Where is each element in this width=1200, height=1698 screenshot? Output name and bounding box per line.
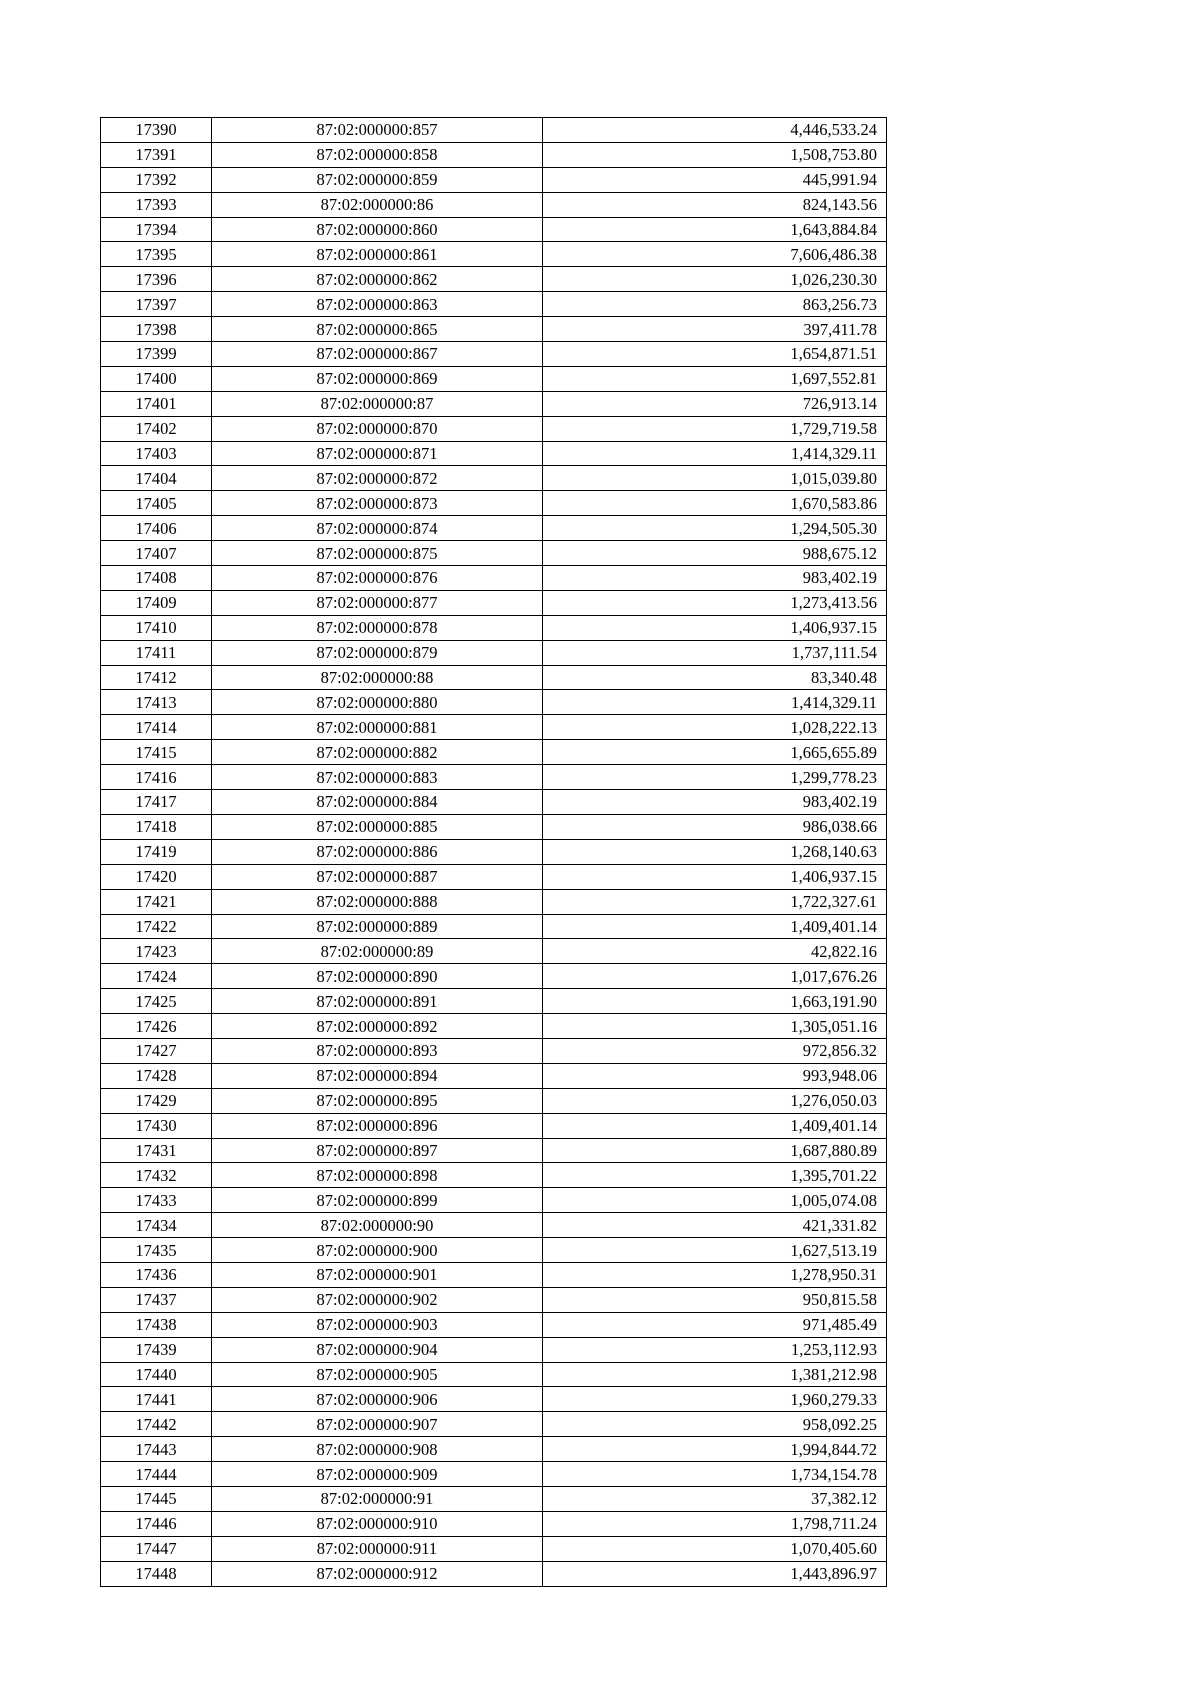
value-cell: 1,026,230.30 (543, 267, 887, 292)
row-number-cell: 17424 (101, 964, 212, 989)
value-cell: 445,991.94 (543, 167, 887, 192)
value-cell: 1,994,844.72 (543, 1437, 887, 1462)
cadastral-code-cell: 87:02:000000:887 (212, 864, 543, 889)
cadastral-code-cell: 87:02:000000:869 (212, 366, 543, 391)
value-cell: 37,382.12 (543, 1486, 887, 1511)
row-number-cell: 17406 (101, 516, 212, 541)
value-cell: 863,256.73 (543, 292, 887, 317)
value-cell: 1,414,329.11 (543, 690, 887, 715)
row-number-cell: 17395 (101, 242, 212, 267)
table-row (101, 1511, 887, 1536)
row-number-cell: 17437 (101, 1287, 212, 1312)
cadastral-code-cell: 87:02:000000:863 (212, 292, 543, 317)
table-row (101, 1138, 887, 1163)
table-row (101, 192, 887, 217)
cadastral-code-cell: 87:02:000000:862 (212, 267, 543, 292)
value-cell: 1,273,413.56 (543, 590, 887, 615)
cadastral-code-cell: 87:02:000000:884 (212, 790, 543, 815)
cadastral-code-cell: 87:02:000000:897 (212, 1138, 543, 1163)
cadastral-code-cell: 87:02:000000:885 (212, 814, 543, 839)
value-cell: 1,729,719.58 (543, 416, 887, 441)
value-cell: 1,627,513.19 (543, 1238, 887, 1263)
table-row (101, 242, 887, 267)
value-cell: 1,070,405.60 (543, 1536, 887, 1561)
value-cell: 958,092.25 (543, 1412, 887, 1437)
value-cell: 983,402.19 (543, 566, 887, 591)
value-cell: 1,722,327.61 (543, 889, 887, 914)
table-row (101, 1287, 887, 1312)
value-cell: 42,822.16 (543, 939, 887, 964)
row-number-cell: 17398 (101, 317, 212, 342)
value-cell: 1,665,655.89 (543, 740, 887, 765)
table-row (101, 1536, 887, 1561)
cadastral-code-cell: 87:02:000000:910 (212, 1511, 543, 1536)
cadastral-code-cell: 87:02:000000:91 (212, 1486, 543, 1511)
value-cell: 1,278,950.31 (543, 1262, 887, 1287)
value-cell: 1,734,154.78 (543, 1462, 887, 1487)
row-number-cell: 17392 (101, 167, 212, 192)
table-row (101, 964, 887, 989)
cadastral-code-cell: 87:02:000000:890 (212, 964, 543, 989)
cadastral-code-cell: 87:02:000000:882 (212, 740, 543, 765)
row-number-cell: 17433 (101, 1188, 212, 1213)
value-cell: 1,253,112.93 (543, 1337, 887, 1362)
value-cell: 1,798,711.24 (543, 1511, 887, 1536)
cadastral-code-cell: 87:02:000000:896 (212, 1113, 543, 1138)
row-number-cell: 17410 (101, 615, 212, 640)
row-number-cell: 17390 (101, 118, 212, 143)
row-number-cell: 17420 (101, 864, 212, 889)
table-row (101, 1437, 887, 1462)
table-row (101, 889, 887, 914)
value-cell: 1,508,753.80 (543, 142, 887, 167)
table-row (101, 1163, 887, 1188)
row-number-cell: 17394 (101, 217, 212, 242)
table-row (101, 416, 887, 441)
cadastral-code-cell: 87:02:000000:891 (212, 989, 543, 1014)
table-row (101, 989, 887, 1014)
table-row (101, 267, 887, 292)
table-row (101, 1238, 887, 1263)
table-row (101, 441, 887, 466)
value-cell: 1,028,222.13 (543, 715, 887, 740)
row-number-cell: 17405 (101, 491, 212, 516)
row-number-cell: 17419 (101, 839, 212, 864)
cadastral-code-cell: 87:02:000000:903 (212, 1312, 543, 1337)
row-number-cell: 17402 (101, 416, 212, 441)
table-row (101, 790, 887, 815)
cadastral-code-cell: 87:02:000000:89 (212, 939, 543, 964)
table-row (101, 665, 887, 690)
row-number-cell: 17399 (101, 342, 212, 367)
table-row (101, 1561, 887, 1586)
row-number-cell: 17423 (101, 939, 212, 964)
table-row (101, 566, 887, 591)
row-number-cell: 17428 (101, 1063, 212, 1088)
cadastral-code-cell: 87:02:000000:87 (212, 391, 543, 416)
row-number-cell: 17425 (101, 989, 212, 1014)
row-number-cell: 17439 (101, 1337, 212, 1362)
table-row (101, 690, 887, 715)
value-cell: 1,409,401.14 (543, 1113, 887, 1138)
row-number-cell: 17429 (101, 1088, 212, 1113)
row-number-cell: 17415 (101, 740, 212, 765)
table-row (101, 1462, 887, 1487)
row-number-cell: 17401 (101, 391, 212, 416)
cadastral-code-cell: 87:02:000000:874 (212, 516, 543, 541)
cadastral-code-cell: 87:02:000000:879 (212, 640, 543, 665)
row-number-cell: 17432 (101, 1163, 212, 1188)
table-row (101, 1038, 887, 1063)
table-row (101, 765, 887, 790)
value-cell: 988,675.12 (543, 541, 887, 566)
cadastral-code-cell: 87:02:000000:90 (212, 1213, 543, 1238)
cadastral-code-cell: 87:02:000000:907 (212, 1412, 543, 1437)
value-cell: 1,654,871.51 (543, 342, 887, 367)
cadastral-code-cell: 87:02:000000:875 (212, 541, 543, 566)
table-row (101, 1337, 887, 1362)
row-number-cell: 17391 (101, 142, 212, 167)
value-cell: 1,381,212.98 (543, 1362, 887, 1387)
row-number-cell: 17400 (101, 366, 212, 391)
cadastral-code-cell: 87:02:000000:878 (212, 615, 543, 640)
value-cell: 1,443,896.97 (543, 1561, 887, 1586)
row-number-cell: 17444 (101, 1462, 212, 1487)
row-number-cell: 17445 (101, 1486, 212, 1511)
value-cell: 1,406,937.15 (543, 864, 887, 889)
cadastral-code-cell: 87:02:000000:894 (212, 1063, 543, 1088)
row-number-cell: 17412 (101, 665, 212, 690)
cadastral-code-cell: 87:02:000000:899 (212, 1188, 543, 1213)
value-cell: 986,038.66 (543, 814, 887, 839)
value-cell: 7,606,486.38 (543, 242, 887, 267)
table-row (101, 1486, 887, 1511)
value-cell: 1,414,329.11 (543, 441, 887, 466)
row-number-cell: 17436 (101, 1262, 212, 1287)
table-row (101, 640, 887, 665)
table-row (101, 615, 887, 640)
cadastral-code-cell: 87:02:000000:892 (212, 1014, 543, 1039)
table-row (101, 1113, 887, 1138)
row-number-cell: 17411 (101, 640, 212, 665)
row-number-cell: 17440 (101, 1362, 212, 1387)
table-row (101, 317, 887, 342)
table-row (101, 590, 887, 615)
cadastral-code-cell: 87:02:000000:909 (212, 1462, 543, 1487)
value-cell: 1,697,552.81 (543, 366, 887, 391)
table-row (101, 1088, 887, 1113)
table-row (101, 1063, 887, 1088)
table-row (101, 1213, 887, 1238)
cadastral-code-cell: 87:02:000000:880 (212, 690, 543, 715)
table-row (101, 715, 887, 740)
table-row (101, 1387, 887, 1412)
row-number-cell: 17397 (101, 292, 212, 317)
cadastral-code-cell: 87:02:000000:865 (212, 317, 543, 342)
table-row (101, 814, 887, 839)
row-number-cell: 17416 (101, 765, 212, 790)
value-cell: 1,299,778.23 (543, 765, 887, 790)
cadastral-code-cell: 87:02:000000:888 (212, 889, 543, 914)
value-cell: 1,395,701.22 (543, 1163, 887, 1188)
value-cell: 726,913.14 (543, 391, 887, 416)
table-row (101, 939, 887, 964)
table-row (101, 1412, 887, 1437)
cadastral-code-cell: 87:02:000000:861 (212, 242, 543, 267)
value-cell: 1,017,676.26 (543, 964, 887, 989)
cadastral-code-cell: 87:02:000000:870 (212, 416, 543, 441)
cadastral-code-cell: 87:02:000000:901 (212, 1262, 543, 1287)
table-row (101, 1262, 887, 1287)
row-number-cell: 17393 (101, 192, 212, 217)
table-row (101, 740, 887, 765)
cadastral-code-cell: 87:02:000000:902 (212, 1287, 543, 1312)
row-number-cell: 17443 (101, 1437, 212, 1462)
table-row (101, 839, 887, 864)
value-cell: 1,276,050.03 (543, 1088, 887, 1113)
cadastral-code-cell: 87:02:000000:904 (212, 1337, 543, 1362)
row-number-cell: 17447 (101, 1536, 212, 1561)
row-number-cell: 17408 (101, 566, 212, 591)
value-cell: 1,005,074.08 (543, 1188, 887, 1213)
row-number-cell: 17442 (101, 1412, 212, 1437)
table-row (101, 1362, 887, 1387)
row-number-cell: 17417 (101, 790, 212, 815)
row-number-cell: 17426 (101, 1014, 212, 1039)
table-row (101, 864, 887, 889)
cadastral-code-cell: 87:02:000000:86 (212, 192, 543, 217)
table-row (101, 1188, 887, 1213)
cadastral-code-cell: 87:02:000000:88 (212, 665, 543, 690)
value-cell: 950,815.58 (543, 1287, 887, 1312)
table-row (101, 466, 887, 491)
table-row (101, 142, 887, 167)
value-cell: 1,687,880.89 (543, 1138, 887, 1163)
value-cell: 1,015,039.80 (543, 466, 887, 491)
cadastral-code-cell: 87:02:000000:857 (212, 118, 543, 143)
value-cell: 4,446,533.24 (543, 118, 887, 143)
cadastral-code-cell: 87:02:000000:883 (212, 765, 543, 790)
row-number-cell: 17434 (101, 1213, 212, 1238)
cadastral-code-cell: 87:02:000000:881 (212, 715, 543, 740)
table-row (101, 118, 887, 143)
data-table (100, 117, 887, 1587)
table-row (101, 292, 887, 317)
table-row (101, 914, 887, 939)
value-cell: 1,305,051.16 (543, 1014, 887, 1039)
cadastral-code-cell: 87:02:000000:911 (212, 1536, 543, 1561)
value-cell: 1,406,937.15 (543, 615, 887, 640)
row-number-cell: 17404 (101, 466, 212, 491)
value-cell: 1,643,884.84 (543, 217, 887, 242)
value-cell: 83,340.48 (543, 665, 887, 690)
cadastral-code-cell: 87:02:000000:905 (212, 1362, 543, 1387)
row-number-cell: 17431 (101, 1138, 212, 1163)
cadastral-code-cell: 87:02:000000:860 (212, 217, 543, 242)
row-number-cell: 17421 (101, 889, 212, 914)
cadastral-code-cell: 87:02:000000:898 (212, 1163, 543, 1188)
cadastral-code-cell: 87:02:000000:867 (212, 342, 543, 367)
table-body (101, 118, 887, 1587)
cadastral-code-cell: 87:02:000000:873 (212, 491, 543, 516)
row-number-cell: 17427 (101, 1038, 212, 1063)
value-cell: 1,663,191.90 (543, 989, 887, 1014)
table-row (101, 217, 887, 242)
row-number-cell: 17438 (101, 1312, 212, 1337)
row-number-cell: 17403 (101, 441, 212, 466)
value-cell: 421,331.82 (543, 1213, 887, 1238)
row-number-cell: 17414 (101, 715, 212, 740)
cadastral-code-cell: 87:02:000000:906 (212, 1387, 543, 1412)
table-row (101, 167, 887, 192)
value-cell: 1,737,111.54 (543, 640, 887, 665)
row-number-cell: 17418 (101, 814, 212, 839)
cadastral-code-cell: 87:02:000000:908 (212, 1437, 543, 1462)
table-row (101, 366, 887, 391)
cadastral-code-cell: 87:02:000000:912 (212, 1561, 543, 1586)
table-row (101, 342, 887, 367)
value-cell: 397,411.78 (543, 317, 887, 342)
row-number-cell: 17448 (101, 1561, 212, 1586)
value-cell: 1,294,505.30 (543, 516, 887, 541)
cadastral-code-cell: 87:02:000000:859 (212, 167, 543, 192)
cadastral-code-cell: 87:02:000000:889 (212, 914, 543, 939)
value-cell: 972,856.32 (543, 1038, 887, 1063)
row-number-cell: 17435 (101, 1238, 212, 1263)
cadastral-code-cell: 87:02:000000:900 (212, 1238, 543, 1263)
table-row (101, 491, 887, 516)
cadastral-code-cell: 87:02:000000:886 (212, 839, 543, 864)
table-row (101, 541, 887, 566)
value-cell: 971,485.49 (543, 1312, 887, 1337)
cadastral-code-cell: 87:02:000000:877 (212, 590, 543, 615)
cadastral-code-cell: 87:02:000000:895 (212, 1088, 543, 1113)
row-number-cell: 17407 (101, 541, 212, 566)
cadastral-code-cell: 87:02:000000:876 (212, 566, 543, 591)
cadastral-code-cell: 87:02:000000:893 (212, 1038, 543, 1063)
table-row (101, 391, 887, 416)
value-cell: 1,670,583.86 (543, 491, 887, 516)
value-cell: 983,402.19 (543, 790, 887, 815)
row-number-cell: 17396 (101, 267, 212, 292)
value-cell: 1,960,279.33 (543, 1387, 887, 1412)
row-number-cell: 17413 (101, 690, 212, 715)
table-row (101, 1014, 887, 1039)
value-cell: 1,409,401.14 (543, 914, 887, 939)
row-number-cell: 17430 (101, 1113, 212, 1138)
row-number-cell: 17409 (101, 590, 212, 615)
value-cell: 993,948.06 (543, 1063, 887, 1088)
row-number-cell: 17422 (101, 914, 212, 939)
value-cell: 824,143.56 (543, 192, 887, 217)
cadastral-code-cell: 87:02:000000:858 (212, 142, 543, 167)
cadastral-code-cell: 87:02:000000:872 (212, 466, 543, 491)
row-number-cell: 17441 (101, 1387, 212, 1412)
table-row (101, 516, 887, 541)
value-cell: 1,268,140.63 (543, 839, 887, 864)
row-number-cell: 17446 (101, 1511, 212, 1536)
cadastral-code-cell: 87:02:000000:871 (212, 441, 543, 466)
table-row (101, 1312, 887, 1337)
